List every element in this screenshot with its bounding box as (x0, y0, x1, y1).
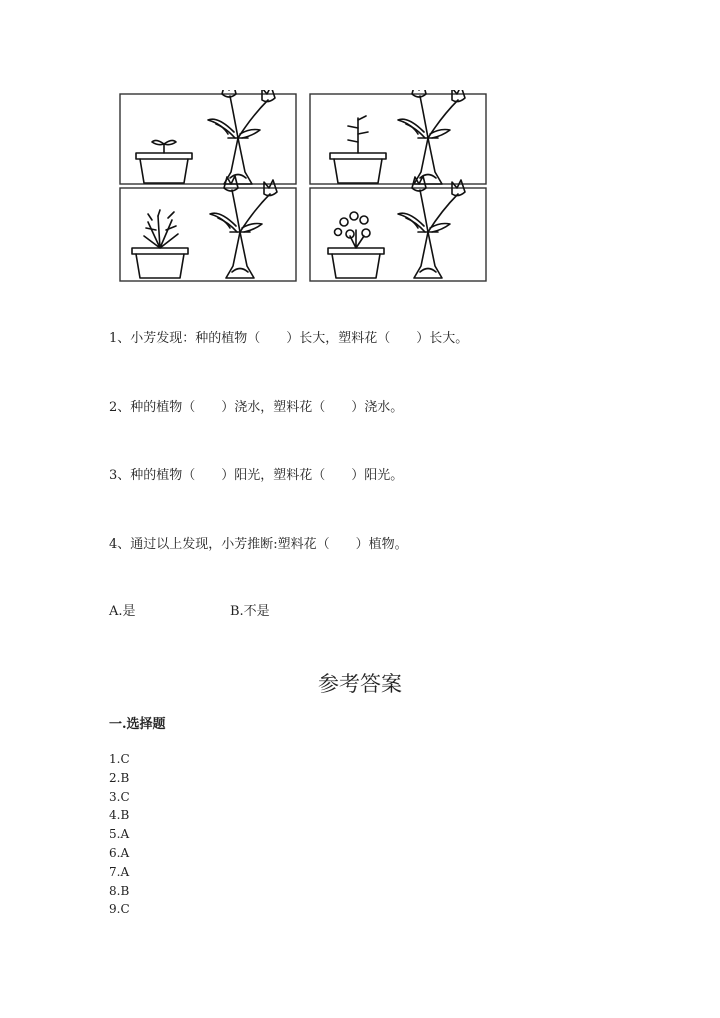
answer-item: 5.A (109, 827, 130, 842)
section-title: 一.选择题 (109, 717, 166, 732)
answer-item: 9.C (109, 902, 130, 917)
answer-item: 3.C (109, 789, 130, 804)
answer-item: 6.A (109, 845, 130, 860)
answer-item: 4.B (109, 808, 130, 823)
option-a: A.是 (109, 604, 136, 619)
question-3: 3、种的植物（ ）阳光，塑料花（ ）阳光。 (109, 468, 404, 483)
answer-item: 8.B (109, 883, 130, 898)
question-2: 2、种的植物（ ）浇水，塑料花（ ）浇水。 (109, 400, 404, 415)
option-b: B.不是 (230, 604, 270, 619)
answer-item: 7.A (109, 864, 130, 879)
answer-item: 2.B (109, 770, 130, 785)
answer-list (109, 750, 130, 919)
plant-comparison-figure (118, 90, 490, 285)
question-1: 1、小芳发现：种的植物（ ）长大，塑料花（ ）长大。 (109, 331, 469, 346)
answer-item: 1.C (109, 752, 130, 766)
answer-title: 参考答案 (318, 672, 402, 696)
question-4: 4、通过以上发现，小芳推断:塑料花（ ）植物。 (109, 537, 408, 552)
